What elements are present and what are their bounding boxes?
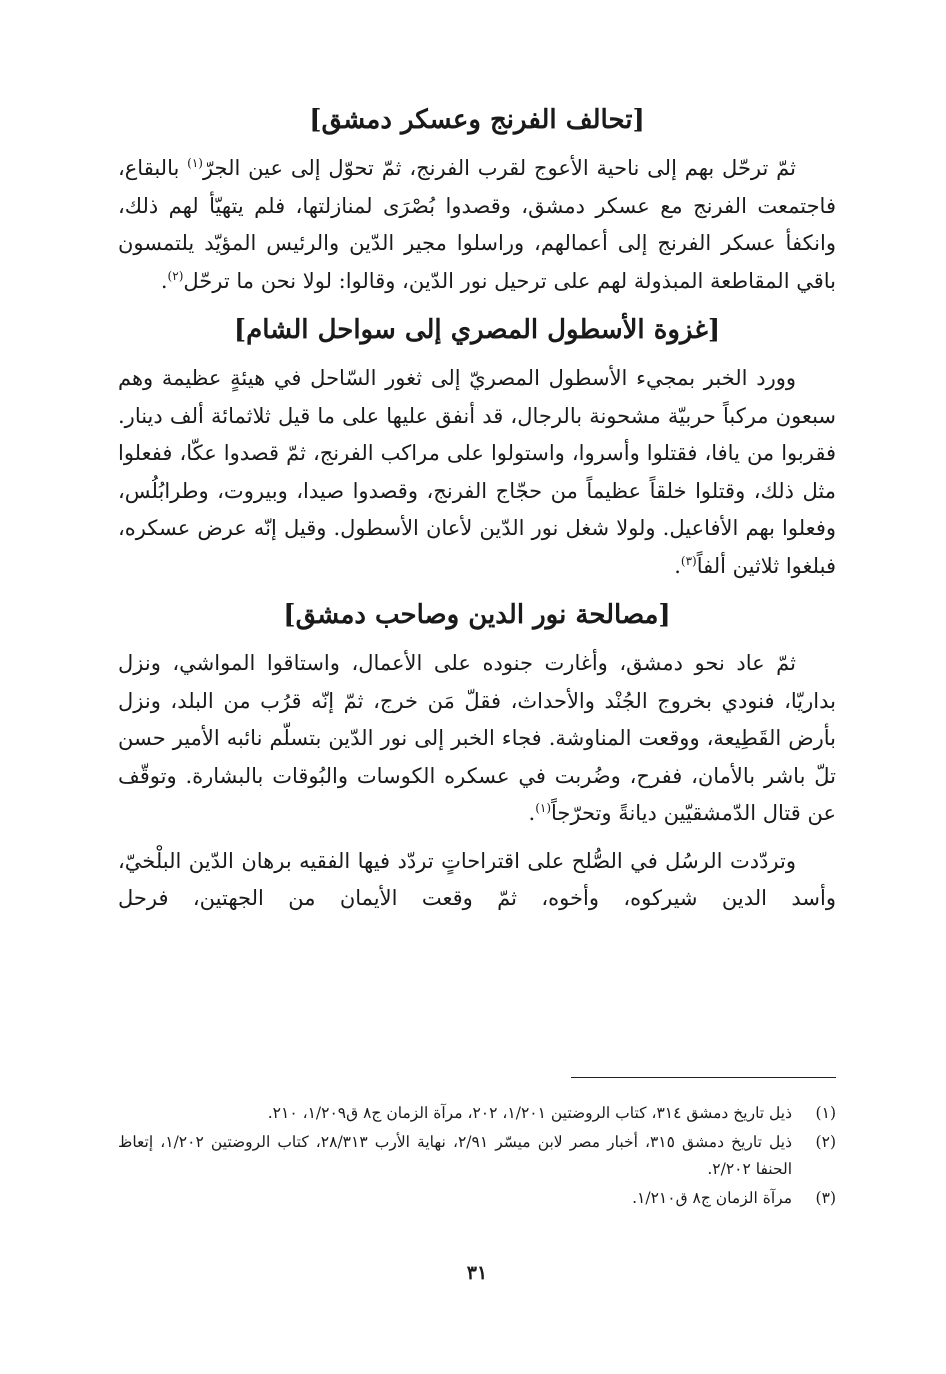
footnote-number: (١)	[815, 1104, 836, 1122]
page-number: ٣١	[466, 1262, 488, 1284]
paragraph-text: بالبقاع، فاجتمعت الفرنج مع عسكر دمشق، وقصدوا بُصْرَى لمنازلتها، فلم يتهيّأ لهم ذلك، وانكفأ عسكر الفرنج إلى أعمالهم، وراسلوا مجير الدّين والرئيس المؤيّد يلتمسون باقي المقاطعة المبذولة لهم على ترحيل نور الدّين، وقالوا: لولا نحن ما ترحّل	[118, 156, 836, 293]
paragraph-text: وتردّدت الرسُل في الصُّلح على اقتراحاتٍ تردّد فيها الفقيه برهان الدّين البلْخيّ، وأسد الدين شيركوه، وأخوه، ثمّ وقعت الأيمان من الجهتين، فرحل	[118, 848, 836, 910]
footnote-text: مرآة الزمان ج٨ ق١/٢١٠.	[632, 1189, 792, 1207]
footnote-item	[118, 1100, 836, 1127]
paragraph	[118, 645, 836, 833]
paragraph	[118, 150, 836, 300]
paragraph	[118, 360, 836, 585]
paragraph-text: ثمّ ترحّل بهم إلى ناحية الأعوج لقرب الفرنج، ثمّ تحوّل إلى عين الجرّ	[202, 156, 797, 180]
paragraph-end: .	[528, 801, 536, 825]
footnote-number: (٣)	[815, 1189, 836, 1207]
footnote-number: (٢)	[815, 1133, 836, 1151]
footnotes	[118, 1100, 836, 1214]
footnote-divider	[571, 1077, 836, 1078]
paragraph-end: .	[674, 553, 681, 578]
footnote-reference[interactable]: (١)	[187, 156, 203, 170]
footnote-item	[118, 1185, 836, 1212]
paragraph	[118, 843, 836, 918]
footnote-item	[118, 1129, 836, 1183]
section-heading: [مصالحة نور الدين وصاحب دمشق]	[283, 600, 671, 630]
section-heading: [غزوة الأسطول المصري إلى سواحل الشام]	[233, 315, 721, 345]
footnote-reference[interactable]: (٢)	[167, 268, 184, 283]
footnote-reference[interactable]: (١)	[535, 801, 552, 815]
paragraph-end: .	[160, 268, 168, 293]
paragraph-text: ثمّ عاد نحو دمشق، وأغارت جنوده على الأعمال، واستاقوا المواشي، ونزل بداريّا، فنودي بخروج الجُنْد والأحداث، فقلّ مَن خرج، ثمّ إنّه قرُب من البلد، ونزل بأرض القَطِيعة، ووقعت المناوشة. فجاء الخبر إلى نور الدّين بتسلّم نائبه الأمير حسن تلّ باشر بالأمان، ففرح، وضُربت في عسكره الكوسات والبُوقات بالبشارة. وتوقّف عن قتال الدّمشقيّين ديانةً وتحرّجاً	[118, 651, 836, 825]
section-heading: [تحالف الفرنج وعسكر دمشق]	[309, 105, 645, 135]
footnote-text: ذيل تاريخ دمشق ٣١٤، كتاب الروضتين ١/٢٠١، ٢٠٢، مرآة الزمان ج٨ ق١/٢٠٩، ٢١٠.	[267, 1104, 792, 1122]
footnote-text: ذيل تاريخ دمشق ٣١٥، أخبار مصر لابن ميسّر ٢/٩١، نهاية الأرب ٢٨/٣١٣، كتاب الروضتين ١/٢٠٢، إتعاظ الحنفا ٢/٢٠٢.	[118, 1133, 792, 1178]
footnote-reference[interactable]: (٣)	[680, 553, 697, 568]
book-page	[118, 100, 836, 1300]
paragraph-text: وورد الخبر بمجيء الأسطول المصريّ إلى ثغور السّاحل في هيئةٍ عظيمة وهم سبعون مركباً حربيّة مشحونة بالرجال، قد أنفق عليها على ما قيل ثلاثمائة ألف دينار. فقربوا من يافا، فقتلوا وأسروا، واستولوا على مراكب الفرنج، ثمّ قصدوا عكّا، ففعلوا مثل ذلك، وقتلوا خلقاً عظيماً من حجّاج الفرنج، وقصدوا صيدا، وبيروت، وطرابُلُس، وفعلوا بهم الأفاعيل. ولولا شغل نور الدّين لأعان الأسطول. وقيل إنّه عرض عسكره، فبلغوا ثلاثين ألفاً	[118, 366, 836, 578]
